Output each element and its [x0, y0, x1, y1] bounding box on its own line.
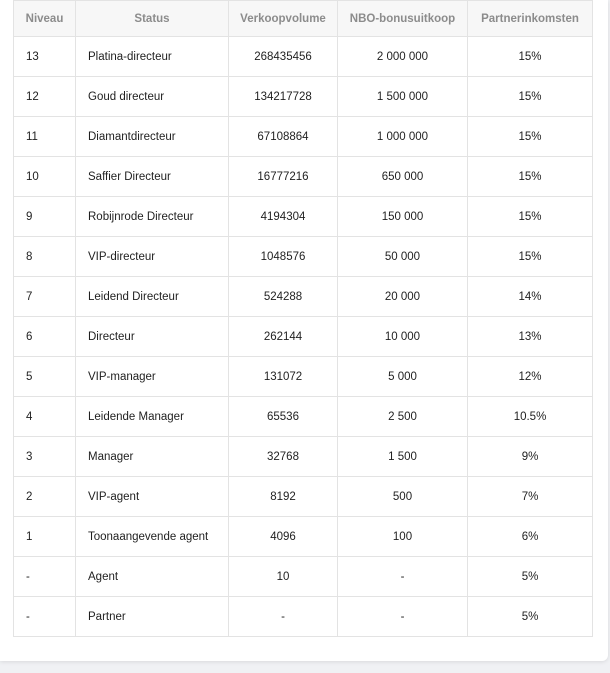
cell-status: Leidende Manager — [76, 397, 229, 437]
cell-partner-income: 15% — [468, 77, 593, 117]
cell-level: 13 — [14, 37, 76, 77]
cell-status: VIP-agent — [76, 477, 229, 517]
cell-sales-volume: 262144 — [229, 317, 338, 357]
cell-partner-income: 12% — [468, 357, 593, 397]
table-row — [14, 397, 593, 437]
cell-level: 1 — [14, 517, 76, 557]
table-row — [14, 557, 593, 597]
cell-level: 9 — [14, 197, 76, 237]
cell-nbo-bonus: 1 500 000 — [338, 77, 468, 117]
header-niveau: Niveau — [14, 1, 76, 37]
cell-sales-volume: 4096 — [229, 517, 338, 557]
cell-level: 8 — [14, 237, 76, 277]
cell-partner-income: 9% — [468, 437, 593, 477]
cell-partner-income: 15% — [468, 117, 593, 157]
cell-sales-volume: 67108864 — [229, 117, 338, 157]
cell-status: Agent — [76, 557, 229, 597]
cell-level: - — [14, 597, 76, 637]
table-header-row — [14, 1, 593, 37]
cell-nbo-bonus: 500 — [338, 477, 468, 517]
table-row — [14, 477, 593, 517]
cell-sales-volume: 1048576 — [229, 237, 338, 277]
header-status: Status — [76, 1, 229, 37]
table-row — [14, 597, 593, 637]
table-row — [14, 517, 593, 557]
cell-status: Goud directeur — [76, 77, 229, 117]
header-partnerinkomsten: Partnerinkomsten — [468, 1, 593, 37]
cell-nbo-bonus: 1 000 000 — [338, 117, 468, 157]
cell-nbo-bonus: 20 000 — [338, 277, 468, 317]
cell-sales-volume: 134217728 — [229, 77, 338, 117]
cell-nbo-bonus: 1 500 — [338, 437, 468, 477]
cell-partner-income: 15% — [468, 157, 593, 197]
cell-level: 3 — [14, 437, 76, 477]
cell-partner-income: 7% — [468, 477, 593, 517]
cell-status: Partner — [76, 597, 229, 637]
cell-partner-income: 5% — [468, 557, 593, 597]
cell-status: Leidend Directeur — [76, 277, 229, 317]
cell-nbo-bonus: - — [338, 597, 468, 637]
cell-sales-volume: - — [229, 597, 338, 637]
cell-level: 5 — [14, 357, 76, 397]
cell-level: 7 — [14, 277, 76, 317]
cell-status: Platina-directeur — [76, 37, 229, 77]
cell-sales-volume: 268435456 — [229, 37, 338, 77]
cell-nbo-bonus: - — [338, 557, 468, 597]
cell-nbo-bonus: 50 000 — [338, 237, 468, 277]
table-row — [14, 437, 593, 477]
cell-sales-volume: 32768 — [229, 437, 338, 477]
cell-status: VIP-directeur — [76, 237, 229, 277]
cell-nbo-bonus: 650 000 — [338, 157, 468, 197]
status-levels-table — [13, 0, 593, 637]
cell-level: 6 — [14, 317, 76, 357]
cell-sales-volume: 131072 — [229, 357, 338, 397]
cell-level: 12 — [14, 77, 76, 117]
header-nbo-bonusuitkoop: NBO-bonusuitkoop — [338, 1, 468, 37]
table-row — [14, 197, 593, 237]
cell-nbo-bonus: 150 000 — [338, 197, 468, 237]
cell-sales-volume: 16777216 — [229, 157, 338, 197]
table-row — [14, 357, 593, 397]
cell-partner-income: 13% — [468, 317, 593, 357]
cell-status: Manager — [76, 437, 229, 477]
cell-level: 10 — [14, 157, 76, 197]
cell-level: 2 — [14, 477, 76, 517]
cell-partner-income: 14% — [468, 277, 593, 317]
cell-partner-income: 15% — [468, 237, 593, 277]
cell-partner-income: 5% — [468, 597, 593, 637]
cell-nbo-bonus: 2 500 — [338, 397, 468, 437]
table-row — [14, 37, 593, 77]
cell-nbo-bonus: 100 — [338, 517, 468, 557]
cell-partner-income: 10.5% — [468, 397, 593, 437]
table-row — [14, 317, 593, 357]
cell-sales-volume: 524288 — [229, 277, 338, 317]
table-row — [14, 237, 593, 277]
cell-sales-volume: 10 — [229, 557, 338, 597]
cell-level: - — [14, 557, 76, 597]
cell-level: 4 — [14, 397, 76, 437]
cell-partner-income: 15% — [468, 37, 593, 77]
cell-nbo-bonus: 2 000 000 — [338, 37, 468, 77]
cell-sales-volume: 8192 — [229, 477, 338, 517]
table-row — [14, 277, 593, 317]
cell-status: Saffier Directeur — [76, 157, 229, 197]
cell-level: 11 — [14, 117, 76, 157]
cell-partner-income: 15% — [468, 197, 593, 237]
header-verkoopvolume: Verkoopvolume — [229, 1, 338, 37]
cell-nbo-bonus: 10 000 — [338, 317, 468, 357]
table-row — [14, 117, 593, 157]
cell-status: Robijnrode Directeur — [76, 197, 229, 237]
cell-sales-volume: 4194304 — [229, 197, 338, 237]
cell-partner-income: 6% — [468, 517, 593, 557]
cell-status: Diamantdirecteur — [76, 117, 229, 157]
cell-sales-volume: 65536 — [229, 397, 338, 437]
cell-nbo-bonus: 5 000 — [338, 357, 468, 397]
cell-status: Toonaangevende agent — [76, 517, 229, 557]
table-row — [14, 77, 593, 117]
cell-status: Directeur — [76, 317, 229, 357]
table-row — [14, 157, 593, 197]
cell-status: VIP-manager — [76, 357, 229, 397]
